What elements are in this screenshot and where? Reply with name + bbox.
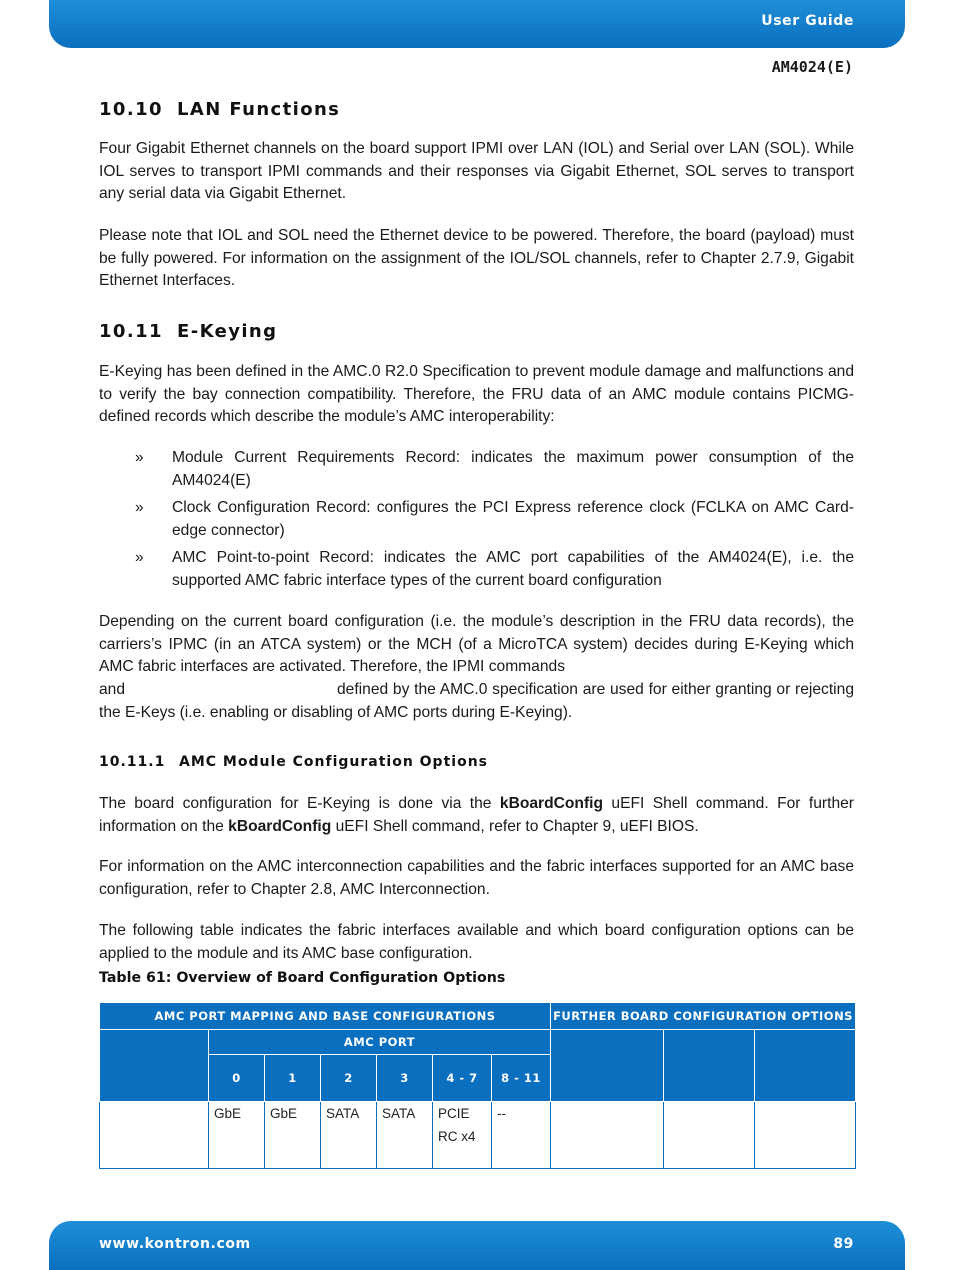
ekeying-paragraph-a: Depending on the current board configuration (i.e. the module’s description in the FRU data records), the carriers’s IPMC (in an ATCA system) or the MCH (of a MicroTCA system) decides during E-Keying which AMC fabric interfaces are activated. Therefore, the IPMI commands [99,613,854,676]
ekeying-paragraph-b: defined by the AMC.0 specification are used for either granting or rejecting the E-Keys (i.e. enabling or disabling of AMC ports during E-Keying). [99,681,854,721]
port-header: 0 [209,1055,265,1102]
port-header: 2 [321,1055,377,1102]
section-heading-ekeying [99,321,277,342]
section-number: 10.11 [99,321,163,342]
port-header: 4 - 7 [433,1055,492,1102]
table-cell [100,1102,209,1169]
ekeying-and: and [99,681,126,698]
footer-banner [49,1221,905,1270]
bullet-mark: » [135,549,144,566]
table-cell: PCIE RC x4 [433,1102,492,1169]
port-header: 3 [377,1055,433,1102]
port-header: 8 - 11 [492,1055,551,1102]
model-name: AM4024(E) [771,58,853,76]
table-cell: GbE [265,1102,321,1169]
subsection-heading [99,754,488,770]
table-cell: SATA [377,1102,433,1169]
subsection-number: 10.11.1 [99,754,166,770]
table-cell [664,1102,755,1169]
website-link[interactable]: www.kontron.com [99,1236,251,1252]
table-cell: SATA [321,1102,377,1169]
user-guide-label: User Guide [761,13,854,29]
table-cell: GbE [209,1102,265,1169]
command-name: kBoardConfig [228,817,332,835]
table-group-header: AMC PORT MAPPING AND BASE CONFIGURATIONS [100,1003,551,1030]
list-item-text: Clock Configuration Record: configures the PCI Express reference clock (FCLKA on AMC Card-edge connector) [172,499,854,539]
table-cell [551,1102,664,1169]
list-item-text: AMC Point-to-point Record: indicates the AMC port capabilities of the AM4024(E), i.e. the supported AMC fabric interface types of the current board configuration [172,549,854,589]
section-title: E-Keying [177,321,278,342]
amc-config-paragraph-2: For information on the AMC interconnection capabilities and the fabric interfaces supported for an AMC base configuration, refer to Chapter 2.8, AMC Interconnection. [99,858,854,898]
table-row [100,1102,856,1169]
bullet-mark: » [135,499,144,516]
port-header: 1 [265,1055,321,1102]
table-subgroup-header: AMC PORT [209,1030,551,1055]
subsection-title: AMC Module Configuration Options [179,754,488,770]
command-name: kBoardConfig [499,795,603,812]
lan-paragraph-1: Four Gigabit Ethernet channels on the board support IPMI over LAN (IOL) and Serial over LAN (SOL). While IOL serves to transport IPMI commands and their responses via Gigabit Ethernet, SOL serves to transport any serial data via Gigabit Ethernet. [99,140,854,203]
table-header-cell [755,1030,856,1102]
table-header-cell [664,1030,755,1102]
config-options-table [99,1002,856,1169]
lan-paragraph-2: Please note that IOL and SOL need the Ethernet device to be powered. Therefore, the board (payload) must be fully powered. For information on the assignment of the IOL/SOL channels, refer to Chapter 2.7.9, Gigabit Ethernet Interfaces. [99,227,854,290]
table-header-cell [551,1030,664,1102]
table-cell: -- [492,1102,551,1169]
amc-config-paragraph-1: The board configuration for E-Keying is done via the kBoardConfig uEFI Shell command. For further information on the kBoardConfig uEFI Shell command, refer to Chapter 9, uEFI BIOS. [99,795,854,835]
amc-config-paragraph-3: The following table indicates the fabric interfaces available and which board configuration options can be applied to the module and its AMC base configuration. [99,922,854,962]
list-item-text: Module Current Requirements Record: indicates the maximum power consumption of the AM4024(E) [172,449,854,489]
table-header-cell [100,1030,209,1102]
page-number: 89 [833,1236,854,1252]
bullet-mark: » [135,449,144,466]
table-cell [755,1102,856,1169]
section-title: LAN Functions [177,99,341,120]
table-group-header: FURTHER BOARD CONFIGURATION OPTIONS [551,1003,856,1030]
section-heading-lan [99,99,340,120]
section-number: 10.10 [99,99,163,120]
ekeying-intro: E-Keying has been defined in the AMC.0 R2.0 Specification to prevent module damage and malfunctions and to verify the bay connection compatibility. Therefore, the FRU data of an AMC module contains PICMG-defined records which describe the module’s AMC interoperability: [99,363,854,426]
table-caption: Table 61: Overview of Board Configuration Options [99,970,506,986]
header-banner [49,0,905,48]
